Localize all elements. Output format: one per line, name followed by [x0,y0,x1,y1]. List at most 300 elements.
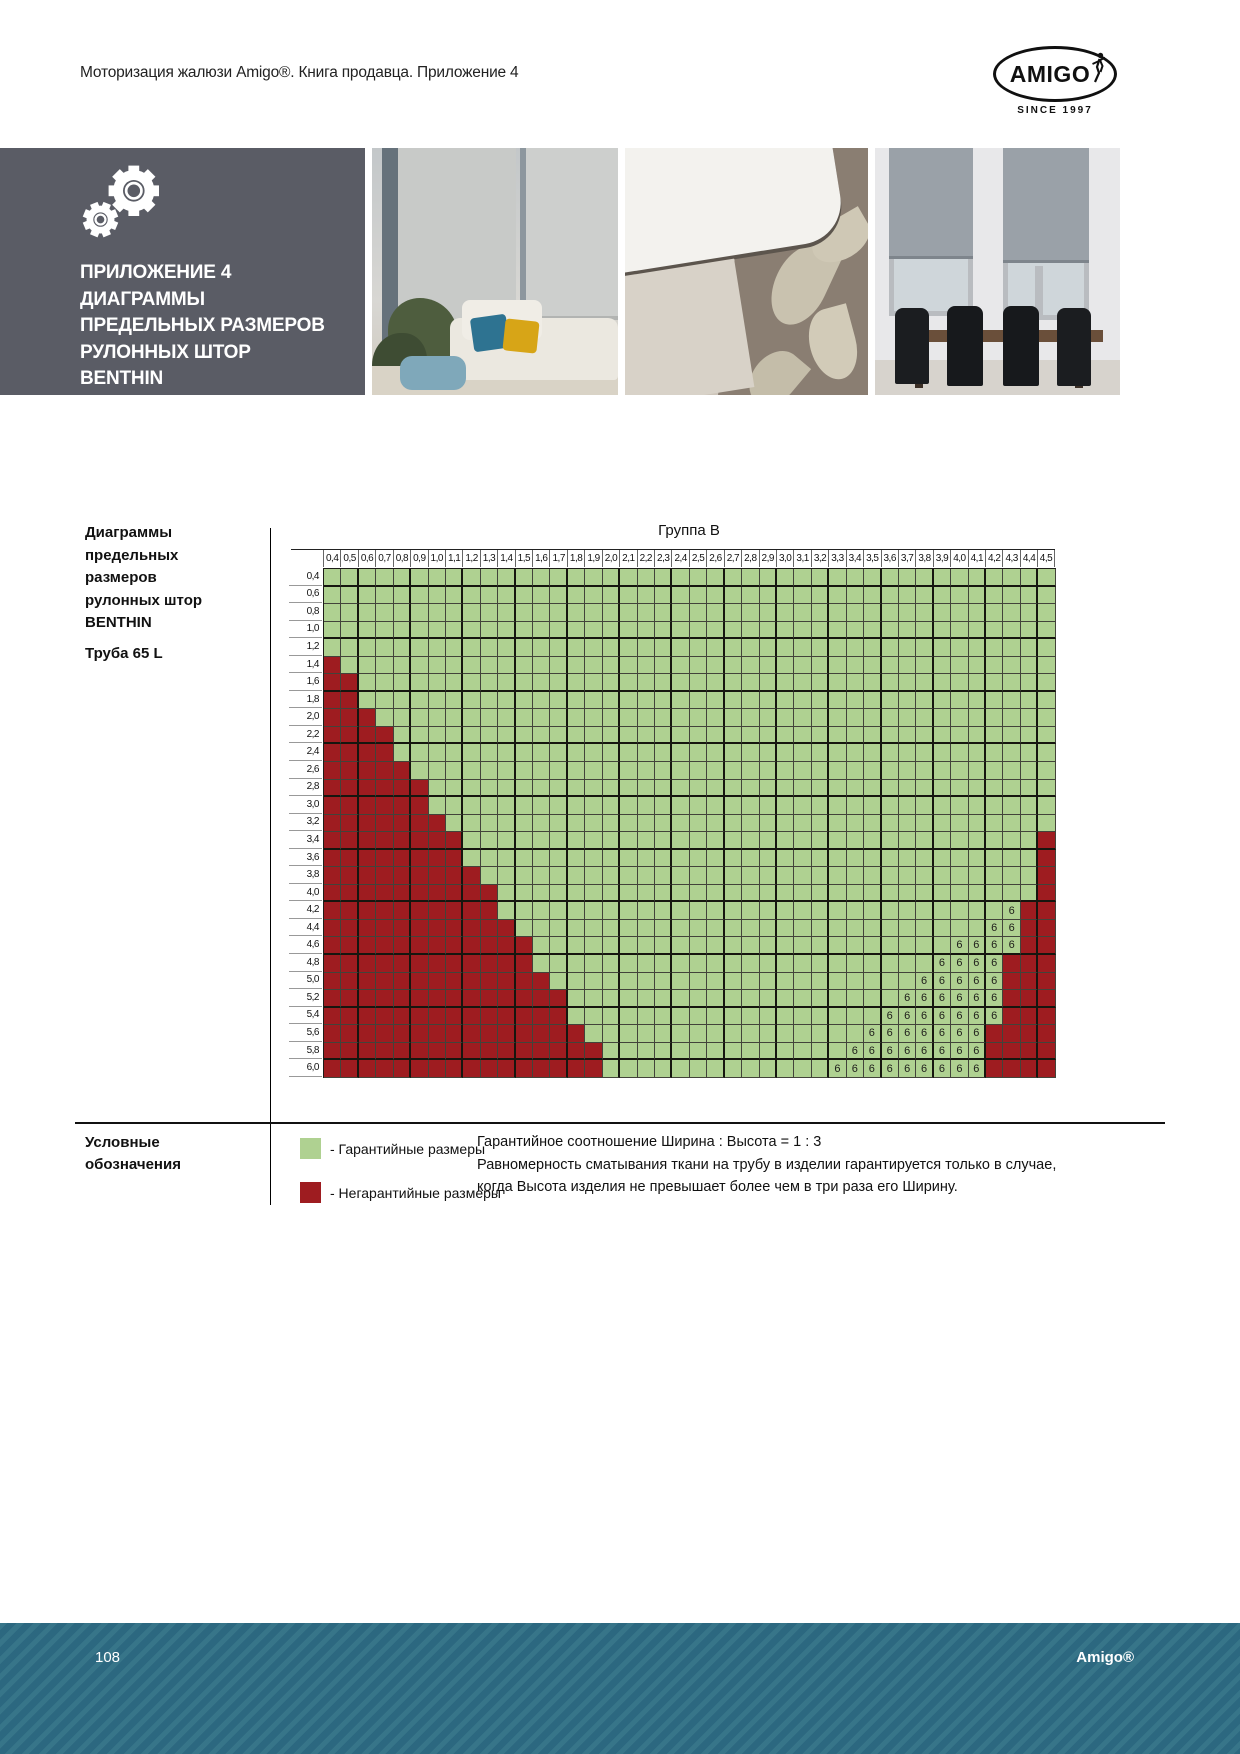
grid-cell-not-guaranteed [463,1043,480,1061]
grid-cell-guaranteed [690,1060,707,1078]
grid-cell-guaranteed [429,604,446,622]
grid-cell-guaranteed [916,674,933,692]
grid-cell-guaranteed [446,762,463,780]
grid-cell-guaranteed [707,692,724,710]
grid-cell-guaranteed [707,973,724,991]
grid-cell-guaranteed [359,692,376,710]
legend-swatch-guaranteed [300,1138,321,1159]
grid-cell-guaranteed [603,692,620,710]
grid-cell-guaranteed [882,937,899,955]
column-header: 2,7 [724,550,741,567]
grid-cell-guaranteed [1038,674,1055,692]
grid-cell-guaranteed [742,744,759,762]
grid-cell-not-guaranteed [550,990,567,1008]
grid-cell-not-guaranteed [463,937,480,955]
grid-cell-guaranteed [585,990,602,1008]
banner-title-line: BENTHIN [80,368,164,389]
grid-cell-guaranteed [620,850,637,868]
grid-cell-guaranteed [498,709,515,727]
grid-cell-guaranteed [986,692,1003,710]
grid-cell-guaranteed [638,797,655,815]
grid-cell-guaranteed [655,850,672,868]
grid-cell-guaranteed [742,762,759,780]
grid-cell-guaranteed [725,727,742,745]
grid-cell-guaranteed [760,622,777,640]
row-header: 1,8 [289,691,322,709]
grid-cell-not-guaranteed [1021,990,1038,1008]
grid-cell-guaranteed [760,569,777,587]
grid-cell-guaranteed [707,1008,724,1026]
grid-cell-guaranteed [951,797,968,815]
grid-cell-guaranteed [742,797,759,815]
grid-cell-guaranteed [742,990,759,1008]
grid-cell-guaranteed [864,920,881,938]
grid-cell-guaranteed: 6 [969,1060,986,1078]
grid-cell-guaranteed [812,850,829,868]
grid-cell-not-guaranteed [359,815,376,833]
grid-cell-guaranteed [742,885,759,903]
row-header: 5,8 [289,1042,322,1060]
grid-cell-guaranteed [725,902,742,920]
grid-cell-guaranteed [916,587,933,605]
grid-cell-guaranteed [916,867,933,885]
grid-cell-guaranteed: 6 [934,973,951,991]
grid-cell-guaranteed [429,569,446,587]
grid-cell-guaranteed [777,1025,794,1043]
grid-cell-guaranteed [934,780,951,798]
grid-cell-guaranteed: 6 [882,1008,899,1026]
grid-cell-guaranteed [672,973,689,991]
grid-cell-not-guaranteed [359,885,376,903]
grid-cell-not-guaranteed [429,815,446,833]
grid-cell-guaranteed [777,674,794,692]
grid-cell-guaranteed [742,867,759,885]
grid-cell-guaranteed: 6 [969,955,986,973]
grid-cell-guaranteed [760,780,777,798]
grid-cell-not-guaranteed [986,1060,1003,1078]
grid-cell-guaranteed [655,622,672,640]
grid-cell-guaranteed [620,902,637,920]
grid-cell-guaranteed [585,709,602,727]
grid-cell-guaranteed: 6 [916,1025,933,1043]
column-header: 1,5 [515,550,532,567]
grid-cell-not-guaranteed [1003,1008,1020,1026]
banner-title-line: ПРИЛОЖЕНИЕ 4 [80,262,232,283]
grid-cell-guaranteed [899,744,916,762]
grid-cell-guaranteed [481,692,498,710]
grid-cell-not-guaranteed [341,973,358,991]
grid-cell-guaranteed [638,920,655,938]
grid-cell-guaranteed [603,973,620,991]
grid-cell-guaranteed [1003,744,1020,762]
grid-cell-guaranteed [934,850,951,868]
grid-cell-guaranteed: 6 [986,937,1003,955]
grid-cell-not-guaranteed [1003,1043,1020,1061]
grid-cell-guaranteed [620,709,637,727]
grid-cell-guaranteed [1021,622,1038,640]
grid-cell-guaranteed [777,867,794,885]
grid-cell-not-guaranteed [394,885,411,903]
grid-cell-guaranteed: 6 [847,1060,864,1078]
grid-cell-not-guaranteed [498,920,515,938]
grid-cell-guaranteed [550,885,567,903]
grid-cell-guaranteed [1003,569,1020,587]
grid-cell-guaranteed [585,657,602,675]
grid-cell-guaranteed [690,990,707,1008]
grid-cell-not-guaranteed [498,937,515,955]
grid-cell-guaranteed [812,692,829,710]
grid-cell-guaranteed [638,587,655,605]
grid-cell-guaranteed [899,867,916,885]
grid-cell-guaranteed [1038,657,1055,675]
grid-cell-guaranteed [603,832,620,850]
grid-cell-not-guaranteed [376,902,393,920]
grid-cell-guaranteed [446,780,463,798]
grid-cell-guaranteed [864,832,881,850]
grid-cell-guaranteed: 6 [916,1043,933,1061]
grid-cell-guaranteed [847,815,864,833]
grid-cell-not-guaranteed [463,990,480,1008]
grid-cell-guaranteed [690,920,707,938]
grid-cell-guaranteed [690,797,707,815]
column-header: 1,6 [532,550,549,567]
grid-cell-guaranteed: 6 [864,1025,881,1043]
grid-cell-guaranteed [794,1025,811,1043]
grid-cell-not-guaranteed [341,832,358,850]
roller-blind-shape [889,148,973,259]
grid-cell-not-guaranteed [446,902,463,920]
grid-cell-not-guaranteed [324,902,341,920]
row-header: 1,0 [289,621,322,639]
column-header: 1,9 [584,550,601,567]
grid-cell-guaranteed [568,1008,585,1026]
grid-cell-guaranteed [620,727,637,745]
grid-cell-not-guaranteed [341,885,358,903]
grid-cell-guaranteed [446,797,463,815]
grid-cell-guaranteed [986,744,1003,762]
grid-cell-guaranteed [429,587,446,605]
grid-cell-not-guaranteed [359,832,376,850]
grid-cell-guaranteed [969,762,986,780]
grid-cell-guaranteed [742,780,759,798]
row-header: 5,0 [289,972,322,990]
grid-cell-guaranteed [882,832,899,850]
grid-cell-guaranteed [951,920,968,938]
grid-cell-guaranteed [655,744,672,762]
grid-cell-guaranteed [829,920,846,938]
grid-cell-guaranteed [760,797,777,815]
grid-cell-guaranteed [864,587,881,605]
grid-cell-not-guaranteed [446,937,463,955]
grid-cell-guaranteed [1003,622,1020,640]
grid-cell-guaranteed [777,692,794,710]
column-header: 2,8 [741,550,758,567]
grid-cell-guaranteed: 6 [1003,902,1020,920]
grid-cell-guaranteed [829,955,846,973]
grid-cell-guaranteed [690,587,707,605]
grid-cell-not-guaranteed [1021,955,1038,973]
grid-cell-guaranteed [725,990,742,1008]
grid-cell-guaranteed [672,674,689,692]
grid-cell-guaranteed [516,622,533,640]
grid-cell-guaranteed: 6 [882,1025,899,1043]
grid-cell-guaranteed [690,762,707,780]
grid-cell-guaranteed [847,692,864,710]
row-header: 3,2 [289,814,322,832]
column-header: 3,8 [915,550,932,567]
grid-cell-guaranteed [847,587,864,605]
grid-cell-guaranteed: 6 [969,1008,986,1026]
grid-cell-guaranteed [603,569,620,587]
grid-cell-not-guaranteed [394,1025,411,1043]
grid-cell-not-guaranteed [411,920,428,938]
grid-cell-not-guaranteed [324,815,341,833]
grid-cell-guaranteed [760,815,777,833]
grid-cell-guaranteed [777,937,794,955]
grid-cell-guaranteed [1038,604,1055,622]
row-header: 2,8 [289,779,322,797]
grid-cell-guaranteed [760,850,777,868]
grid-cell-guaranteed [829,1043,846,1061]
grid-cell-guaranteed [812,815,829,833]
grid-cell-not-guaranteed [359,867,376,885]
grid-cell-guaranteed [882,850,899,868]
grid-cell-not-guaranteed [1021,1043,1038,1061]
grid-cell-not-guaranteed [324,692,341,710]
grid-cell-guaranteed [533,885,550,903]
grid-cell-not-guaranteed [463,973,480,991]
grid-cell-guaranteed [707,709,724,727]
grid-cell-guaranteed [411,727,428,745]
row-header: 1,2 [289,638,322,656]
grid-cell-guaranteed [742,727,759,745]
grid-cell-not-guaranteed [394,955,411,973]
grid-cell-guaranteed [725,815,742,833]
grid-cell-guaranteed [638,674,655,692]
grid-cell-guaranteed [899,815,916,833]
grid-cell-not-guaranteed [1021,1008,1038,1026]
grid-cell-guaranteed [847,797,864,815]
grid-cell-guaranteed [707,920,724,938]
grid-cell-guaranteed [707,937,724,955]
row-header: 6,0 [289,1059,322,1077]
grid-cell-guaranteed [533,569,550,587]
grid-cell-guaranteed [1003,657,1020,675]
grid-cell-guaranteed [690,815,707,833]
grid-cell-guaranteed: 6 [951,1060,968,1078]
grid-cell-not-guaranteed [341,692,358,710]
grid-cell-guaranteed: 6 [986,955,1003,973]
column-header: 4,0 [950,550,967,567]
grid-cell-guaranteed [829,937,846,955]
grid-cell-not-guaranteed [533,990,550,1008]
grid-cell-guaranteed [777,762,794,780]
grid-cell-guaranteed [585,604,602,622]
grid-cell-guaranteed [986,604,1003,622]
grid-cell-not-guaranteed [1038,902,1055,920]
grid-cell-not-guaranteed [376,727,393,745]
grid-cell-guaranteed [882,990,899,1008]
grid-cell-guaranteed [429,709,446,727]
grid-cell-guaranteed [882,604,899,622]
grid-cell-not-guaranteed [429,885,446,903]
grid-cell-not-guaranteed [516,1008,533,1026]
grid-cell-guaranteed [707,780,724,798]
grid-cell-guaranteed [794,902,811,920]
grid-cell-guaranteed [620,1025,637,1043]
grid-cell-not-guaranteed [516,1060,533,1078]
grid-cell-guaranteed [951,832,968,850]
grid-cell-not-guaranteed [1038,920,1055,938]
grid-cell-guaranteed [882,955,899,973]
grid-cell-guaranteed [411,762,428,780]
grid-cell-not-guaranteed [324,850,341,868]
grid-cell-guaranteed [463,762,480,780]
grid-cell-guaranteed: 6 [899,1025,916,1043]
grid-cell-guaranteed [1038,692,1055,710]
grid-cell-guaranteed [812,832,829,850]
grid-cell-guaranteed [620,657,637,675]
grid-cell-guaranteed [847,920,864,938]
grid-cell-guaranteed: 6 [986,973,1003,991]
grid-cell-guaranteed [986,885,1003,903]
grid-cell-guaranteed [829,902,846,920]
grid-cell-guaranteed [707,832,724,850]
grid-cell-guaranteed [463,569,480,587]
grid-cell-guaranteed [672,797,689,815]
grid-cell-not-guaranteed [498,1060,515,1078]
grid-cell-not-guaranteed [481,990,498,1008]
grid-cell-guaranteed [916,762,933,780]
grid-cell-guaranteed [603,780,620,798]
grid-cell-guaranteed [411,622,428,640]
grid-cell-guaranteed [429,744,446,762]
grid-cell-not-guaranteed [446,1060,463,1078]
grid-cell-guaranteed [533,762,550,780]
grid-cell-guaranteed [969,832,986,850]
grid-cell-guaranteed [725,1060,742,1078]
grid-cell-guaranteed [951,815,968,833]
grid-cell-guaranteed: 6 [969,937,986,955]
grid-cell-guaranteed [411,657,428,675]
grid-cell-not-guaranteed [376,1008,393,1026]
column-header: 0,9 [410,550,427,567]
grid-cell-not-guaranteed [359,1025,376,1043]
grid-cell-not-guaranteed [533,1025,550,1043]
grid-cell-guaranteed [585,569,602,587]
grid-cell-guaranteed [516,674,533,692]
grid-cell-guaranteed [481,780,498,798]
grid-cell-guaranteed: 6 [934,1025,951,1043]
grid-cell-guaranteed [934,797,951,815]
grid-cell-guaranteed [847,850,864,868]
column-header: 0,5 [340,550,357,567]
grid-cell-guaranteed [829,973,846,991]
grid-cell-guaranteed [690,744,707,762]
grid-cell-guaranteed [882,692,899,710]
column-header: 3,4 [846,550,863,567]
grid-cell-guaranteed [550,674,567,692]
grid-cell-guaranteed [585,832,602,850]
grid-cell-guaranteed [638,762,655,780]
grid-cell-guaranteed [934,902,951,920]
column-header: 3,3 [828,550,845,567]
grid-cell-guaranteed [812,587,829,605]
grid-cell-not-guaranteed [324,832,341,850]
grid-cell-not-guaranteed [498,955,515,973]
grid-cell-guaranteed [742,832,759,850]
grid-cell-guaranteed [1003,709,1020,727]
grid-cell-guaranteed [794,937,811,955]
grid-cell-guaranteed [760,1060,777,1078]
legend-label-not-guaranteed: - Негарантийные размеры [330,1185,501,1201]
grid-cell-guaranteed [986,815,1003,833]
grid-cell-not-guaranteed [1003,1025,1020,1043]
grid-cell-guaranteed [916,815,933,833]
grid-cell-guaranteed [516,692,533,710]
grid-cell-not-guaranteed [411,850,428,868]
grid-cell-guaranteed [986,832,1003,850]
grid-cell-guaranteed [829,850,846,868]
grid-cell-not-guaranteed [324,780,341,798]
grid-cell-guaranteed [725,885,742,903]
grid-cell-guaranteed [585,937,602,955]
grid-cell-guaranteed [829,780,846,798]
grid-cell-guaranteed [359,587,376,605]
grid-cell-guaranteed [812,1043,829,1061]
grid-cell-guaranteed [882,920,899,938]
grid-cell-not-guaranteed [341,850,358,868]
grid-cell-guaranteed [359,622,376,640]
grid-cell-guaranteed [882,674,899,692]
grid-row-labels [289,568,322,1077]
grid-cell-guaranteed [655,604,672,622]
grid-cell-guaranteed [916,937,933,955]
grid-cell-guaranteed [690,832,707,850]
column-header: 0,4 [323,550,340,567]
grid-cell-guaranteed [324,604,341,622]
grid-cell-guaranteed [533,902,550,920]
grid-cell-guaranteed [742,973,759,991]
grid-cell-not-guaranteed [324,674,341,692]
grid-cell-not-guaranteed [376,815,393,833]
grid-cell-guaranteed [672,744,689,762]
grid-cell-guaranteed [1021,692,1038,710]
grid-cell-guaranteed [655,762,672,780]
column-header: 1,0 [428,550,445,567]
grid-cell-guaranteed [847,569,864,587]
grid-cell-guaranteed [568,657,585,675]
grid-cell-guaranteed [446,604,463,622]
grid-cell-guaranteed [760,604,777,622]
grid-cell-not-guaranteed [1038,885,1055,903]
grid-cell-guaranteed [882,587,899,605]
grid-cell-not-guaranteed [324,885,341,903]
grid-cell-guaranteed [899,692,916,710]
grid-cell-guaranteed [516,569,533,587]
grid-cell-not-guaranteed [568,1060,585,1078]
row-header: 2,0 [289,708,322,726]
grid-cell-guaranteed [516,587,533,605]
chart-side-label-line: Диаграммы [85,524,173,541]
grid-cell-guaranteed [794,569,811,587]
grid-cell-not-guaranteed [550,1060,567,1078]
grid-cell-guaranteed [620,674,637,692]
grid-cell-guaranteed [794,744,811,762]
grid-cell-not-guaranteed [498,1025,515,1043]
grid-cell-guaranteed: 6 [934,955,951,973]
grid-cell-guaranteed [847,762,864,780]
